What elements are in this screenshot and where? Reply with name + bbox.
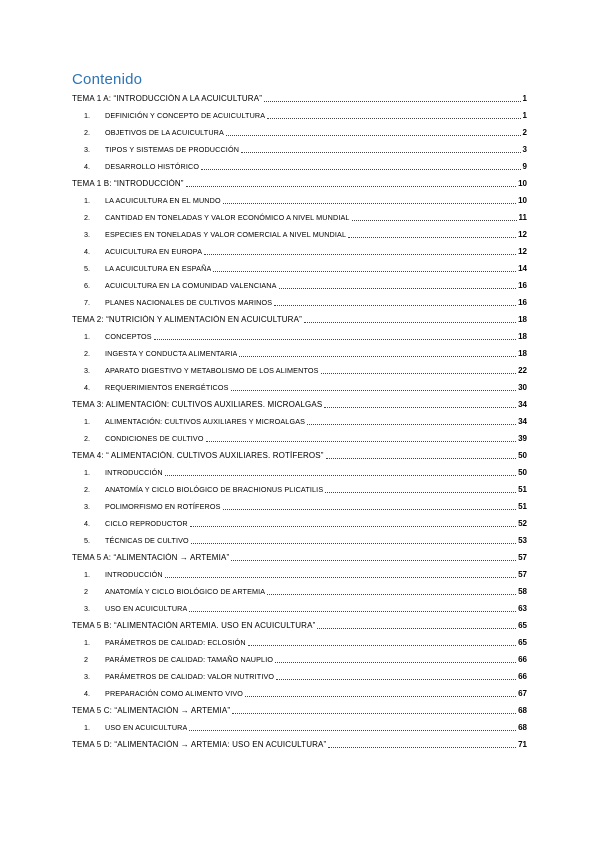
toc-section-entry[interactable] — [84, 330, 527, 342]
toc-section-entry[interactable] — [84, 602, 527, 614]
dot-leader — [276, 679, 516, 680]
toc-section-entry[interactable] — [84, 432, 527, 444]
toc-entry-text: TEMA 5 D: “ALIMENTACIÓN → ARTEMIA: USO EN ACUICULTURA” — [72, 740, 327, 749]
toc-entry-text: ACUICULTURA EN LA COMUNIDAD VALENCIANA — [105, 281, 277, 290]
toc-section-entry[interactable] — [84, 160, 527, 172]
toc-entry-number: 4. — [84, 689, 90, 698]
toc-entry-number: 3. — [84, 230, 90, 239]
dot-leader — [154, 339, 516, 340]
toc-entry-number: 2 — [84, 655, 88, 664]
toc-page-number: 10 — [518, 179, 527, 188]
toc-entry-number: 5. — [84, 536, 90, 545]
toc-section-entry[interactable] — [84, 585, 527, 597]
toc-entry-text: TEMA 2: “NUTRICIÓN Y ALIMENTACIÓN EN ACUICULTURA” — [72, 315, 302, 324]
toc-section-entry[interactable] — [84, 568, 527, 580]
toc-page-number: 50 — [518, 451, 527, 460]
dot-leader — [317, 628, 516, 629]
toc-entry-number: 3. — [84, 604, 90, 613]
toc-entry-text: TEMA 5 C: “ALIMENTACIÓN → ARTEMIA” — [72, 706, 231, 715]
dot-leader — [325, 492, 516, 493]
toc-entry-number: 1. — [84, 468, 90, 477]
toc-page-number: 11 — [518, 213, 527, 222]
dot-leader — [191, 543, 516, 544]
dot-leader — [264, 101, 521, 102]
toc-entry-text: USO EN ACUICULTURA — [105, 604, 188, 613]
toc-chapter-entry[interactable] — [72, 92, 527, 104]
toc-entry-text: TÉCNICAS DE CULTIVO — [105, 536, 189, 545]
toc-entry-text: PLANES NACIONALES DE CULTIVOS MARINOS — [105, 298, 273, 307]
toc-page-number: 66 — [518, 672, 527, 681]
toc-page-number: 30 — [518, 383, 527, 392]
dot-leader — [201, 169, 520, 170]
toc-entry-text: OBJETIVOS DE LA ACUICULTURA — [105, 128, 224, 137]
toc-entry-text: TEMA 3: ALIMENTACIÓN: CULTIVOS AUXILIARES. MICROALGAS — [72, 400, 323, 409]
toc-page-number: 9 — [522, 162, 527, 171]
toc-entry-number: 1. — [84, 723, 90, 732]
toc-entry-text: ANATOMÍA Y CICLO BIOLÓGICO DE ARTEMIA — [105, 587, 266, 596]
toc-entry-number: 7. — [84, 298, 90, 307]
toc-section-entry[interactable] — [84, 228, 527, 240]
toc-page-number: 10 — [518, 196, 527, 205]
toc-entry-text: INTRODUCCIÓN — [105, 468, 163, 477]
toc-entry-number: 1. — [84, 638, 90, 647]
toc-chapter-entry[interactable] — [72, 738, 527, 750]
toc-entry-text: TEMA 1 A: “INTRODUCCIÓN A LA ACUICULTURA” — [72, 94, 263, 103]
toc-page-number: 12 — [518, 230, 527, 239]
toc-page-number: 68 — [518, 706, 527, 715]
toc-section-entry[interactable] — [84, 211, 527, 223]
dot-leader — [267, 594, 516, 595]
dot-leader — [326, 458, 517, 459]
toc-entry-text: PARÁMETROS DE CALIDAD: VALOR NUTRITIVO — [105, 672, 275, 681]
toc-page-number: 14 — [518, 264, 527, 273]
toc-page-number: 12 — [518, 247, 527, 256]
dot-leader — [231, 390, 517, 391]
toc-section-entry[interactable] — [84, 636, 527, 648]
toc-entry-number: 1. — [84, 570, 90, 579]
dot-leader — [189, 611, 516, 612]
toc-entry-text: PARÁMETROS DE CALIDAD: ECLOSIÓN — [105, 638, 246, 647]
dot-leader — [304, 322, 516, 323]
toc-page-number: 68 — [518, 723, 527, 732]
dot-leader — [248, 645, 516, 646]
toc-section-entry[interactable] — [84, 245, 527, 257]
toc-section-entry[interactable] — [84, 381, 527, 393]
toc-section-entry[interactable] — [84, 500, 527, 512]
toc-entry-number: 1. — [84, 111, 90, 120]
toc-section-entry[interactable] — [84, 415, 527, 427]
toc-section-entry[interactable] — [84, 262, 527, 274]
toc-entry-number: 3. — [84, 672, 90, 681]
dot-leader — [223, 509, 517, 510]
dot-leader — [321, 373, 517, 374]
toc-page-number: 65 — [518, 638, 527, 647]
dot-leader — [231, 560, 516, 561]
dot-leader — [274, 305, 516, 306]
toc-page-number: 51 — [518, 502, 527, 511]
toc-chapter-entry[interactable] — [72, 449, 527, 461]
toc-page-number: 2 — [522, 128, 527, 137]
toc-page-number: 16 — [518, 298, 527, 307]
dot-leader — [232, 713, 516, 714]
toc-entry-text: CANTIDAD EN TONELADAS Y VALOR ECONÓMICO A NIVEL MUNDIAL — [105, 213, 350, 222]
toc-entry-text: USO EN ACUICULTURA — [105, 723, 188, 732]
dot-leader — [206, 441, 516, 442]
toc-page-number: 34 — [518, 417, 527, 426]
toc-section-entry[interactable] — [84, 483, 527, 495]
toc-section-entry[interactable] — [84, 466, 527, 478]
toc-entry-number: 2. — [84, 128, 90, 137]
toc-page-number: 16 — [518, 281, 527, 290]
dot-leader — [307, 424, 516, 425]
toc-entry-text: REQUERIMIENTOS ENERGÉTICOS — [105, 383, 229, 392]
toc-entry-number: 4. — [84, 247, 90, 256]
toc-entry-text: INGESTA Y CONDUCTA ALIMENTARIA — [105, 349, 238, 358]
toc-entry-text: TIPOS Y SISTEMAS DE PRODUCCIÓN — [105, 145, 240, 154]
dot-leader — [190, 526, 516, 527]
toc-entry-text: LA ACUICULTURA EN ESPAÑA — [105, 264, 212, 273]
toc-entry-number: 6. — [84, 281, 90, 290]
toc-entry-text: TEMA 1 B: “INTRODUCCIÓN” — [72, 179, 184, 188]
toc-page-number: 1 — [522, 111, 527, 120]
toc-chapter-entry[interactable] — [72, 619, 527, 631]
toc-page-number: 51 — [518, 485, 527, 494]
toc-entry-text: INTRODUCCIÓN — [105, 570, 163, 579]
toc-chapter-entry[interactable] — [72, 398, 527, 410]
toc-section-entry[interactable] — [84, 296, 527, 308]
dot-leader — [279, 288, 517, 289]
toc-page-number: 71 — [518, 740, 527, 749]
toc-entry-number: 2. — [84, 485, 90, 494]
toc-entry-number: 4. — [84, 383, 90, 392]
toc-page-number: 67 — [518, 689, 527, 698]
toc-entry-text: CONCEPTOS — [105, 332, 152, 341]
toc-entry-number: 2. — [84, 434, 90, 443]
toc-entry-text: DEFINICIÓN Y CONCEPTO DE ACUICULTURA — [105, 111, 266, 120]
toc-entry-number: 4. — [84, 519, 90, 528]
toc-page-number: 57 — [518, 553, 527, 562]
toc-entry-number: 1. — [84, 417, 90, 426]
toc-page-number: 65 — [518, 621, 527, 630]
toc-entry-text: TEMA 4: “ ALIMENTACIÓN. CULTIVOS AUXILIARES. ROTÍFEROS” — [72, 451, 324, 460]
toc-entry-number: 2. — [84, 213, 90, 222]
toc-page-number: 63 — [518, 604, 527, 613]
toc-page-number: 53 — [518, 536, 527, 545]
toc-entry-number: 5. — [84, 264, 90, 273]
dot-leader — [324, 407, 516, 408]
dot-leader — [328, 747, 516, 748]
toc-entry-number: 2 — [84, 587, 88, 596]
toc-entry-text: TEMA 5 A: “ALIMENTACIÓN → ARTEMIA” — [72, 553, 230, 562]
toc-page-number: 22 — [518, 366, 527, 375]
toc-chapter-entry[interactable] — [72, 177, 527, 189]
toc-page-number: 50 — [518, 468, 527, 477]
toc-entry-number: 2. — [84, 349, 90, 358]
toc-entry-text: PARÁMETROS DE CALIDAD: TAMAÑO NAUPLIO — [105, 655, 274, 664]
dot-leader — [165, 577, 516, 578]
toc-entry-number: 4. — [84, 162, 90, 171]
toc-section-entry[interactable] — [84, 534, 527, 546]
toc-page-number: 58 — [518, 587, 527, 596]
toc-section-entry[interactable] — [84, 109, 527, 121]
toc-entry-text: ALIMENTACIÓN: CULTIVOS AUXILIARES Y MICROALGAS — [105, 417, 306, 426]
toc-entry-text: DESARROLLO HISTÓRICO — [105, 162, 200, 171]
toc-entry-text: TEMA 5 B: “ALIMENTACIÓN ARTEMIA. USO EN ACUICULTURA” — [72, 621, 316, 630]
toc-page-number: 66 — [518, 655, 527, 664]
toc-entry-number: 1. — [84, 332, 90, 341]
toc-page-number: 39 — [518, 434, 527, 443]
toc-section-entry[interactable] — [84, 670, 527, 682]
toc-entry-text: POLIMORFISMO EN ROTÍFEROS — [105, 502, 221, 511]
toc-entry-text: ESPECIES EN TONELADAS Y VALOR COMERCIAL A NIVEL MUNDIAL — [105, 230, 347, 239]
toc-page-number: 3 — [522, 145, 527, 154]
dot-leader — [267, 118, 520, 119]
dot-leader — [213, 271, 516, 272]
toc-title: Contenido — [72, 71, 143, 88]
dot-leader — [204, 254, 516, 255]
toc-entry-number: 3. — [84, 502, 90, 511]
toc-page-number: 18 — [518, 315, 527, 324]
toc-entry-number: 1. — [84, 196, 90, 205]
toc-entry-text: ACUICULTURA EN EUROPA — [105, 247, 203, 256]
toc-section-entry[interactable] — [84, 364, 527, 376]
toc-chapter-entry[interactable] — [72, 313, 527, 325]
toc-page-number: 57 — [518, 570, 527, 579]
toc-page-number: 18 — [518, 332, 527, 341]
toc-section-entry[interactable] — [84, 279, 527, 291]
toc-entry-number: 3. — [84, 145, 90, 154]
toc-section-entry[interactable] — [84, 517, 527, 529]
dot-leader — [165, 475, 516, 476]
toc-page-number: 52 — [518, 519, 527, 528]
toc-entry-number: 3. — [84, 366, 90, 375]
dot-leader — [226, 135, 521, 136]
toc-section-entry[interactable] — [84, 194, 527, 206]
toc-entry-text: CICLO REPRODUCTOR — [105, 519, 188, 528]
toc-entry-text: ANATOMÍA Y CICLO BIOLÓGICO DE BRACHIONUS PLICATILIS — [105, 485, 324, 494]
toc-section-entry[interactable] — [84, 653, 527, 665]
toc-entry-text: CONDICIONES DE CULTIVO — [105, 434, 204, 443]
dot-leader — [186, 186, 516, 187]
toc-page-number: 1 — [522, 94, 527, 103]
dot-leader — [348, 237, 516, 238]
dot-leader — [275, 662, 516, 663]
toc-section-entry[interactable] — [84, 347, 527, 359]
dot-leader — [245, 696, 516, 697]
toc-section-entry[interactable] — [84, 143, 527, 155]
toc-page-number: 18 — [518, 349, 527, 358]
toc-entry-text: PREPARACIÓN COMO ALIMENTO VIVO — [105, 689, 244, 698]
toc-entry-text: LA ACUICULTURA EN EL MUNDO — [105, 196, 221, 205]
dot-leader — [223, 203, 516, 204]
toc-entry-text: APARATO DIGESTIVO Y METABOLISMO DE LOS ALIMENTOS — [105, 366, 319, 375]
dot-leader — [189, 730, 516, 731]
toc-page-number: 34 — [518, 400, 527, 409]
dot-leader — [241, 152, 521, 153]
toc-section-entry[interactable] — [84, 721, 527, 733]
toc-chapter-entry[interactable] — [72, 704, 527, 716]
toc-chapter-entry[interactable] — [72, 551, 527, 563]
toc-section-entry[interactable] — [84, 126, 527, 138]
dot-leader — [352, 220, 517, 221]
toc-section-entry[interactable] — [84, 687, 527, 699]
dot-leader — [239, 356, 516, 357]
